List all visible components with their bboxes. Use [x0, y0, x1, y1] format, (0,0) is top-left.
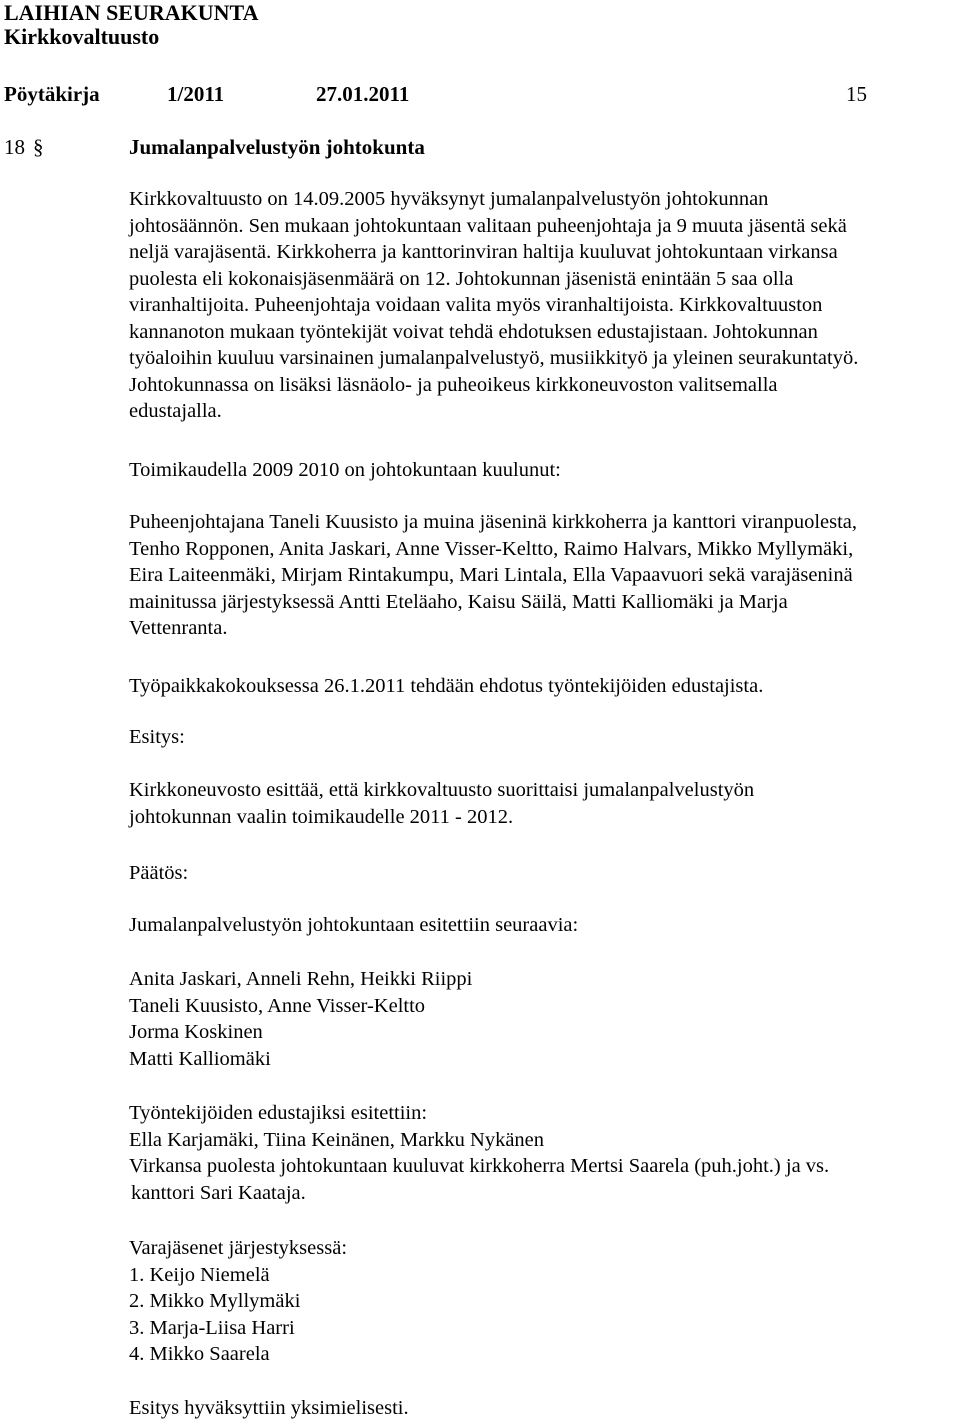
- intro-line: johtosäännön. Sen mukaan johtokuntaan valitaan puheenjohtaja ja 9 muuta jäsentä sekä: [129, 214, 847, 237]
- exofficio-line: Virkansa puolesta johtokuntaan kuuluvat kirkkoherra Mertsi Saarela (puh.joht.) ja vs.: [129, 1155, 830, 1177]
- decision-intro: Jumalanpalvelustyön johtokuntaan esitettiin seuraavia:: [129, 914, 579, 936]
- intro-line: Johtokunnassa on lisäksi läsnäolo- ja puheoikeus kirkkoneuvoston valitsemalla: [129, 373, 778, 396]
- members-line: mainitussa järjestyksessä Antti Eteläaho, Kaisu Säilä, Matti Kalliomäki ja Marja: [129, 590, 788, 613]
- deputies-heading: Varajäsenet järjestyksessä:: [129, 1237, 348, 1259]
- final-decision-line: Esitys hyväksyttiin yksimielisesti.: [129, 1397, 409, 1419]
- intro-line: Kirkkovaltuusto on 14.09.2005 hyväksynyt jumalanpalvelustyön johtokunnan: [129, 188, 769, 210]
- page-number: 15: [846, 82, 867, 106]
- staff-line: Ella Karjamäki, Tiina Keinänen, Markku Nykänen: [129, 1128, 545, 1151]
- document-date: 27.01.2011: [316, 82, 410, 106]
- deputy-item: 4. Mikko Saarela: [129, 1343, 270, 1365]
- members-line: Vettenranta.: [129, 617, 228, 639]
- intro-line: työaloihin kuuluu varsinainen jumalanpalvelustyö, musiikkityö ja yleinen seurakuntatyö.: [129, 347, 859, 369]
- intro-line: puolesta eli kokonaisjäsenmäärä on 12. Johtokunnan jäsenistä enintään 5 saa olla: [129, 267, 794, 290]
- members-line: Tenho Ropponen, Anita Jaskari, Anne Visser-Keltto, Raimo Halvars, Mikko Myllymäki,: [129, 537, 854, 560]
- intro-line: neljä varajäsentä. Kirkkoherra ja kanttorinviran haltija kuuluvat johtokuntaan virkansa: [129, 241, 838, 263]
- exofficio-line: kanttori Sari Kaataja.: [131, 1181, 306, 1204]
- candidate-line: Jorma Koskinen: [129, 1021, 263, 1043]
- meeting-line: Työpaikkakokouksessa 26.1.2011 tehdään ehdotus työntekijöiden edustajista.: [129, 675, 764, 697]
- proposal-line: johtokunnan vaalin toimikaudelle 2011 - 2012.: [129, 805, 514, 828]
- organization-name: LAIHIAN SEURAKUNTA: [4, 0, 259, 25]
- department-name: Kirkkovaltuusto: [4, 24, 160, 49]
- deputy-item: 2. Mikko Myllymäki: [129, 1290, 301, 1312]
- document-number: 1/2011: [167, 82, 225, 106]
- term-line: Toimikaudella 2009 2010 on johtokuntaan kuulunut:: [129, 459, 561, 481]
- staff-heading: Työntekijöiden edustajiksi esitettiin:: [129, 1102, 428, 1124]
- intro-line: kannanoton mukaan työntekijät voivat tehdä ehdotuksen edustajistaan. Johtokunnan: [129, 320, 818, 343]
- section-mark: §: [33, 135, 44, 159]
- deputy-item: 1. Keijo Niemelä: [129, 1263, 270, 1286]
- candidate-line: Matti Kalliomäki: [129, 1047, 271, 1070]
- document-type: Pöytäkirja: [4, 82, 100, 106]
- proposal-label: Esitys:: [129, 726, 185, 748]
- deputy-item: 3. Marja-Liisa Harri: [129, 1316, 295, 1339]
- candidate-line: Anita Jaskari, Anneli Rehn, Heikki Riippi: [129, 968, 473, 990]
- intro-line: edustajalla.: [129, 400, 222, 422]
- section-number: 18: [4, 135, 25, 159]
- candidate-line: Taneli Kuusisto, Anne Visser-Keltto: [129, 994, 426, 1017]
- members-line: Eira Laiteenmäki, Mirjam Rintakumpu, Mari Lintala, Ella Vapaavuori sekä varajäseninä: [129, 564, 853, 586]
- intro-line: viranhaltijoita. Puheenjohtaja voidaan valita myös viranhaltijoista. Kirkkovaltuuston: [129, 294, 823, 316]
- section-title: Jumalanpalvelustyön johtokunta: [129, 135, 425, 159]
- decision-label: Päätös:: [129, 862, 189, 884]
- proposal-line: Kirkkoneuvosto esittää, että kirkkovaltuusto suorittaisi jumalanpalvelustyön: [129, 779, 755, 801]
- members-line: Puheenjohtajana Taneli Kuusisto ja muina jäseninä kirkkoherra ja kanttori viranpuolesta,: [129, 511, 858, 533]
